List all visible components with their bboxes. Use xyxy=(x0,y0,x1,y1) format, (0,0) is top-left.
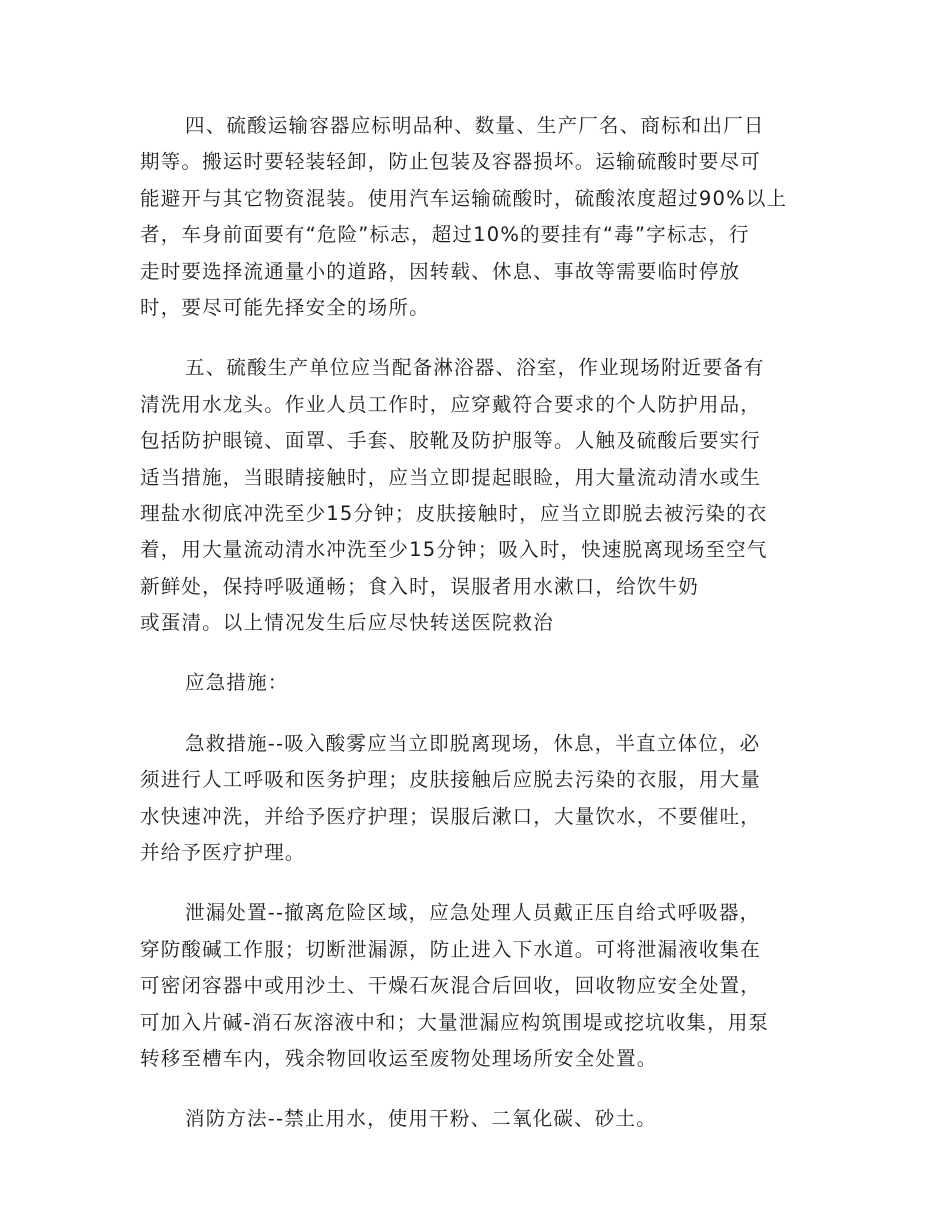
document-page xyxy=(140,108,810,1162)
text-line: 水快速冲洗，并给予医疗护理；误服后漱口，大量饮水，不要催吐， xyxy=(140,804,762,828)
text-line: 清洗用水龙头。作业人员工作时，应穿戴符合要求的个人防护用品， xyxy=(140,392,762,416)
text-line: 新鲜处，保持呼吸通畅；食入时，误服者用水漱口，给饮牛奶 xyxy=(140,574,699,598)
text-line: 着，用大量流动清水冲洗至少15分钟；吸入时，快速脱离现场至空气 xyxy=(140,538,768,562)
text-line: 消防方法--禁止用水，使用干粉、二氧化碳、砂土。 xyxy=(185,1107,657,1131)
text-line: 泄漏处置--撤离危险区域，应急处理人员戴正压自给式呼吸器， xyxy=(185,901,761,925)
text-line: 者，车身前面要有“危险”标志，超过10%的要挂有“毒”字标志，行 xyxy=(140,223,750,247)
text-line: 走时要选择流通量小的道路，因转载、休息、事故等需要临时停放 xyxy=(140,259,741,283)
paragraph-leak-disposal xyxy=(140,895,810,1077)
text-line: 包括防护眼镜、面罩、手套、胶靴及防护服等。人触及硫酸后要实行 xyxy=(140,429,762,453)
text-line: 可密闭容器中或用沙土、干燥石灰混合后回收，回收物应安全处置， xyxy=(140,974,762,998)
text-line: 时，要尽可能先择安全的场所。 xyxy=(140,295,430,319)
text-line: 并给予医疗护理。 xyxy=(140,841,306,865)
text-line: 五、硫酸生产单位应当配备淋浴器、浴室，作业现场附近要备有 xyxy=(185,356,765,380)
paragraph-fire-fighting xyxy=(140,1101,810,1137)
section-heading: 应急措施： xyxy=(185,671,289,695)
paragraph-first-aid xyxy=(140,726,810,872)
text-line: 须进行人工呼吸和医务护理；皮肤接触后应脱去污染的衣服，用大量 xyxy=(140,768,762,792)
text-line: 急救措施--吸入酸雾应当立即脱离现场，休息，半直立体位，必 xyxy=(185,731,761,755)
text-line: 或蛋清。以上情况发生后应尽快转送医院救治 xyxy=(140,611,555,635)
text-line: 转移至槽车内，残余物回收运至废物处理场所安全处置。 xyxy=(140,1046,658,1070)
text-line: 适当措施，当眼睛接触时，应当立即提起眼睑，用大量流动清水或生 xyxy=(140,465,762,489)
paragraph-section-five xyxy=(140,350,810,641)
text-line: 可加入片碱-消石灰溶液中和；大量泄漏应构筑围堤或挖坑收集，用泵 xyxy=(140,1010,770,1034)
text-line: 期等。搬运时要轻装轻卸，防止包装及容器损坏。运输硫酸时要尽可 xyxy=(140,150,762,174)
text-line: 穿防酸碱工作服；切断泄漏源，防止进入下水道。可将泄漏液收集在 xyxy=(140,937,762,961)
paragraph-section-four xyxy=(140,108,810,326)
text-line: 理盐水彻底冲洗至少15分钟；皮肤接触时，应当立即脱去被污染的衣 xyxy=(140,501,768,525)
text-line: 四、硫酸运输容器应标明品种、数量、生产厂名、商标和出厂日 xyxy=(185,114,765,137)
paragraph-emergency-heading xyxy=(140,665,810,701)
text-line: 能避开与其它物资混装。使用汽车运输硫酸时，硫酸浓度超过90%以上 xyxy=(140,186,788,210)
